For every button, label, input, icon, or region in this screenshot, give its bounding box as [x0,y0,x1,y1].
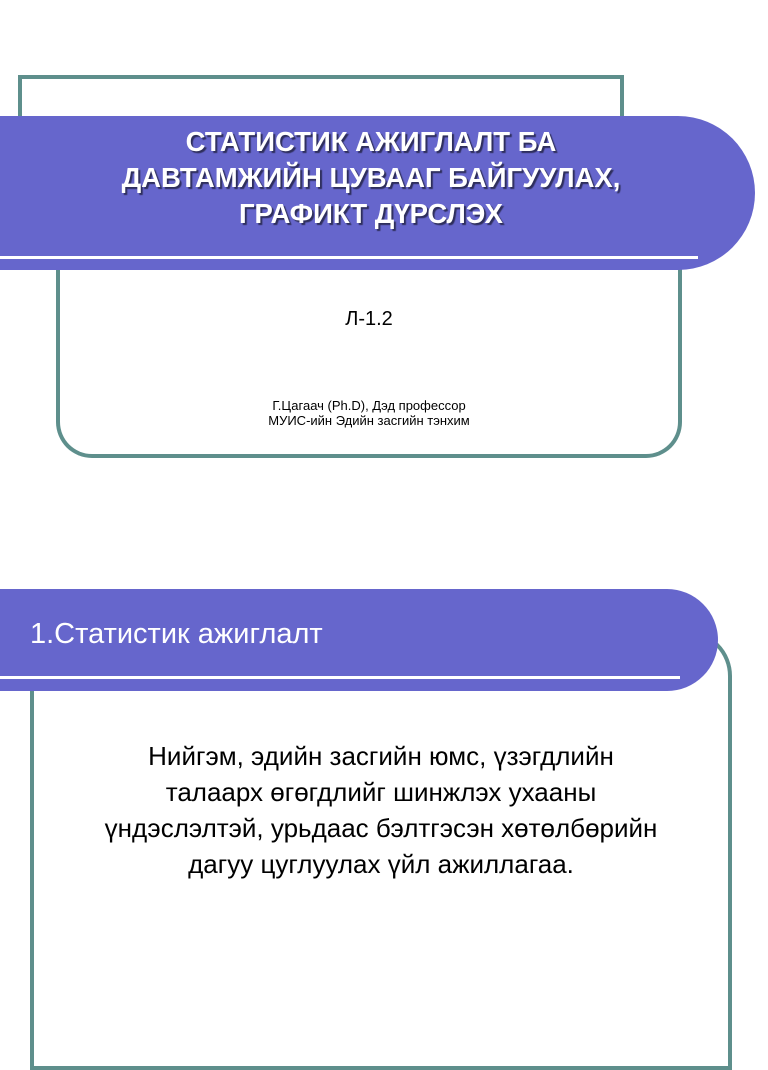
slide-2-body [40,738,722,882]
lecture-code: Л-1.2 [345,308,393,330]
body-line: дагуу цуглуулах үйл ажиллагаа. [188,849,574,879]
slide-1-title-line: СТАТИСТИК АЖИГЛАЛТ БА [185,126,557,157]
slide-1-title [0,124,742,232]
slide-1-title-line: ДАВТАМЖИЙН ЦУВААГ БАЙГУУЛАХ, [121,162,621,193]
body-line: үндэслэлтэй, урьдаас бэлтгэсэн хөтөлбөрийн [104,813,658,843]
slide-2-banner-rule [0,676,680,679]
author-info [56,398,682,428]
author-department: МУИС-ийн Эдийн засгийн тэнхим [268,413,470,428]
body-line: Нийгэм, эдийн засгийн юмс, үзэгдлийн [148,741,614,771]
slide-1-title-line: ГРАФИКТ ДҮРСЛЭХ [238,198,504,229]
slide-2-heading: 1.Статистик ажиглалт [30,618,323,650]
body-line: талаарх өгөгдлийг шинжлэх ухааны [165,777,597,807]
slide-1-banner-rule [0,256,698,259]
author-name: Г.Цагаач (Ph.D), Дэд профессор [272,398,466,413]
